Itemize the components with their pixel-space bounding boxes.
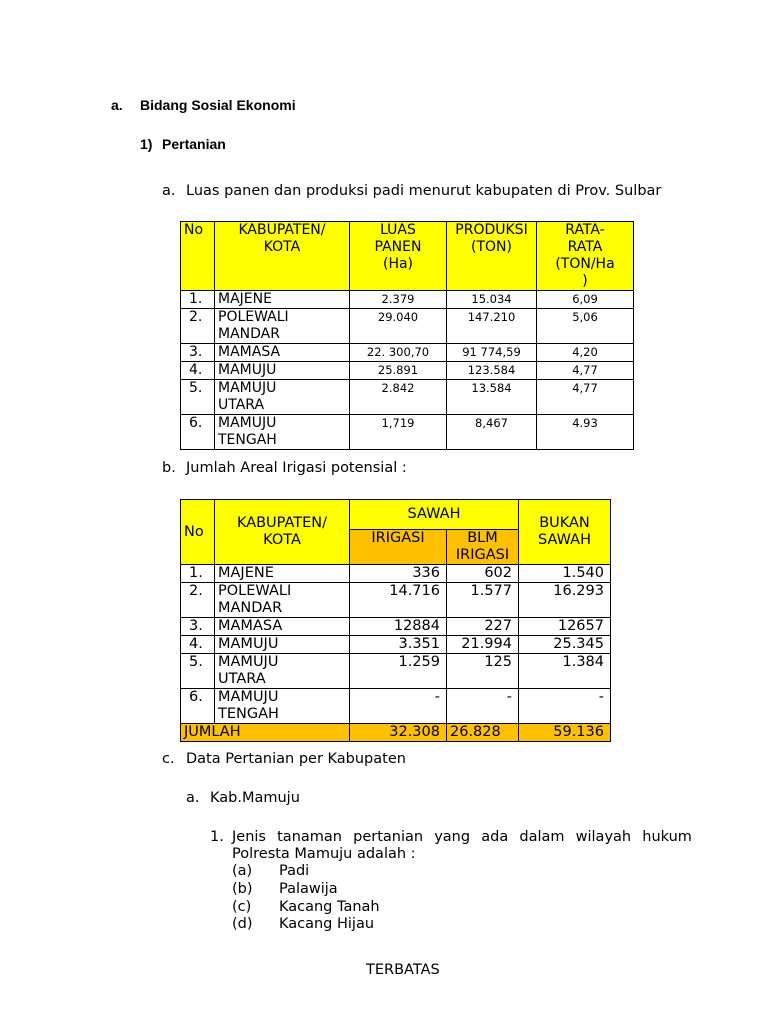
row-blm-irigasi: 227 <box>447 618 519 636</box>
row-luas: 25.891 <box>350 362 447 380</box>
row-kabupaten <box>215 380 350 415</box>
total-blm-irigasi: 26.828 <box>447 724 519 742</box>
row-kabupaten <box>215 636 350 654</box>
row-no: 2. <box>181 583 215 618</box>
header-no: No <box>181 500 215 565</box>
kabupaten-line: MAJENE <box>218 565 274 581</box>
irrigation-table <box>180 499 611 742</box>
list-label: (a) <box>232 863 253 879</box>
row-no: 1. <box>181 291 215 309</box>
row-rata: 4,77 <box>537 362 634 380</box>
header-kabupaten-line: KOTA <box>263 239 301 255</box>
list-item: Palawija <box>279 881 338 897</box>
kabupaten-line: MAMUJU <box>218 362 277 378</box>
header-rata-line: RATA- <box>565 222 605 238</box>
kabupaten-line: UTARA <box>218 397 265 413</box>
row-luas: 22. 300,70 <box>350 344 447 362</box>
footer-classification: TERBATAS <box>366 962 440 978</box>
header-luas-line: PANEN <box>374 239 422 255</box>
table-row <box>181 415 634 450</box>
list-label: (d) <box>232 916 253 932</box>
kabupaten-line: MAMUJU <box>218 415 277 431</box>
row-bukan-sawah: 12657 <box>519 618 611 636</box>
header-no: No <box>181 222 215 291</box>
row-kabupaten <box>215 309 350 344</box>
row-no: 5. <box>181 380 215 415</box>
item-1-word: ada <box>481 829 509 845</box>
item-1-word: tanaman <box>277 829 342 845</box>
table-row <box>181 636 611 654</box>
total-irigasi: 32.308 <box>350 724 447 742</box>
row-no: 1. <box>181 565 215 583</box>
row-rata: 4.93 <box>537 415 634 450</box>
row-kabupaten <box>215 344 350 362</box>
row-kabupaten <box>215 618 350 636</box>
kabupaten-line: POLEWALI <box>218 583 292 599</box>
table-row <box>181 309 634 344</box>
kabupaten-line: MAMASA <box>218 618 283 634</box>
header-bukan-line: BUKAN <box>539 515 590 531</box>
section-c-text: Data Pertanian per Kabupaten <box>186 751 406 767</box>
row-kabupaten <box>215 362 350 380</box>
kabupaten-line: TENGAH <box>218 706 279 722</box>
header-bukan-line: SAWAH <box>538 532 591 548</box>
row-irigasi: - <box>350 689 447 724</box>
header-produksi-line: PRODUKSI <box>455 222 528 238</box>
row-blm-irigasi: 21.994 <box>447 636 519 654</box>
row-no: 6. <box>181 689 215 724</box>
row-luas: 2.379 <box>350 291 447 309</box>
header-blm-line: BLM <box>467 530 498 546</box>
kabupaten-line: MANDAR <box>218 326 280 342</box>
item-1-line1 <box>232 829 692 845</box>
row-no: 6. <box>181 415 215 450</box>
row-kabupaten <box>215 689 350 724</box>
header-kabupaten <box>215 222 350 291</box>
table-row <box>181 654 611 689</box>
row-luas: 2.842 <box>350 380 447 415</box>
row-no: 3. <box>181 344 215 362</box>
row-bukan-sawah: 1.540 <box>519 565 611 583</box>
header-sawah: SAWAH <box>350 500 519 530</box>
total-row <box>181 724 611 742</box>
header-bukan-sawah <box>519 500 611 565</box>
table-row <box>181 565 611 583</box>
production-table <box>180 221 634 450</box>
header-produksi-line: (TON) <box>471 239 512 255</box>
row-produksi: 91 774,59 <box>447 344 537 362</box>
header-irigasi: IRIGASI <box>350 530 447 565</box>
list-label: (b) <box>232 881 253 897</box>
kabupaten-line: MAMASA <box>218 344 281 360</box>
total-label: JUMLAH <box>181 724 350 742</box>
header-rata-line: (TON/Ha <box>555 256 615 272</box>
row-blm-irigasi: 1.577 <box>447 583 519 618</box>
row-kabupaten <box>215 565 350 583</box>
row-produksi: 15.034 <box>447 291 537 309</box>
header-kabupaten-line: KOTA <box>263 532 301 548</box>
list-item: Kacang Hijau <box>279 916 375 932</box>
row-no: 5. <box>181 654 215 689</box>
header-kabupaten-line: KABUPATEN/ <box>236 515 328 531</box>
row-luas: 29.040 <box>350 309 447 344</box>
header-rata-line: ) <box>582 273 588 289</box>
row-irigasi: 336 <box>350 565 447 583</box>
item-1-word: pertanian <box>353 829 424 845</box>
row-irigasi: 12884 <box>350 618 447 636</box>
kabupaten-line: MAMUJU <box>218 636 279 652</box>
heading-1-marker: 1) <box>140 136 153 152</box>
heading-1-title: Pertanian <box>162 136 226 152</box>
table-row <box>181 291 634 309</box>
section-c-marker: c. <box>162 751 175 767</box>
row-produksi: 8,467 <box>447 415 537 450</box>
header-luas-panen <box>350 222 447 291</box>
list-item: Padi <box>279 863 310 879</box>
kabupaten-line: MAMUJU <box>218 689 279 705</box>
item-1-word: wilayah <box>575 829 632 845</box>
irrigation-table-header-top <box>181 500 611 530</box>
sub-a-marker: a. <box>186 790 200 806</box>
section-a-marker: a. <box>162 183 176 199</box>
row-rata: 4,77 <box>537 380 634 415</box>
row-produksi: 13.584 <box>447 380 537 415</box>
row-rata: 4,20 <box>537 344 634 362</box>
table-row <box>181 689 611 724</box>
row-bukan-sawah: 16.293 <box>519 583 611 618</box>
row-produksi: 147.210 <box>447 309 537 344</box>
row-blm-irigasi: 602 <box>447 565 519 583</box>
kabupaten-line: TENGAH <box>218 432 277 448</box>
header-produksi <box>447 222 537 291</box>
item-1-marker: 1. <box>210 829 224 845</box>
kabupaten-line: UTARA <box>218 671 266 687</box>
row-bukan-sawah: 25.345 <box>519 636 611 654</box>
row-no: 4. <box>181 636 215 654</box>
row-produksi: 123.584 <box>447 362 537 380</box>
header-blm-line: IRIGASI <box>455 547 510 563</box>
header-kabupaten-line: KABUPATEN/ <box>238 222 326 238</box>
total-bukan-sawah: 59.136 <box>519 724 611 742</box>
row-no: 3. <box>181 618 215 636</box>
item-1-word: hukum <box>642 829 692 845</box>
header-kabupaten <box>215 500 350 565</box>
item-1-line2: Polresta Mamuju adalah : <box>232 846 416 862</box>
kabupaten-line: MAMUJU <box>218 380 277 396</box>
row-irigasi: 1.259 <box>350 654 447 689</box>
item-1-word: yang <box>434 829 471 845</box>
header-luas-line: LUAS <box>380 222 416 238</box>
row-kabupaten <box>215 654 350 689</box>
section-b-text: Jumlah Areal Irigasi potensial : <box>186 460 407 476</box>
heading-a-marker: a. <box>111 97 123 113</box>
table-row <box>181 362 634 380</box>
row-no: 2. <box>181 309 215 344</box>
kabupaten-line: POLEWALI <box>218 309 289 325</box>
header-luas-line: (Ha) <box>382 256 414 272</box>
header-rata-line: RATA <box>567 239 603 255</box>
list-label: (c) <box>232 899 252 915</box>
row-no: 4. <box>181 362 215 380</box>
row-irigasi: 14.716 <box>350 583 447 618</box>
row-bukan-sawah: - <box>519 689 611 724</box>
item-1-word: dalam <box>519 829 565 845</box>
list-item: Kacang Tanah <box>279 899 380 915</box>
table-row <box>181 344 634 362</box>
table-row <box>181 583 611 618</box>
row-kabupaten <box>215 583 350 618</box>
row-luas: 1,719 <box>350 415 447 450</box>
row-blm-irigasi: 125 <box>447 654 519 689</box>
table-row <box>181 618 611 636</box>
kabupaten-line: MANDAR <box>218 600 283 616</box>
section-b-marker: b. <box>162 460 176 476</box>
sub-a-text: Kab.Mamuju <box>210 790 300 806</box>
kabupaten-line: MAMUJU <box>218 654 279 670</box>
kabupaten-line: MAJENE <box>218 291 272 307</box>
row-irigasi: 3.351 <box>350 636 447 654</box>
row-bukan-sawah: 1.384 <box>519 654 611 689</box>
section-a-text: Luas panen dan produksi padi menurut kabupaten di Prov. Sulbar <box>186 183 662 199</box>
row-kabupaten <box>215 415 350 450</box>
production-table-header <box>181 222 634 291</box>
row-blm-irigasi: - <box>447 689 519 724</box>
heading-a-title: Bidang Sosial Ekonomi <box>140 97 296 113</box>
header-rata-rata <box>537 222 634 291</box>
item-1-word: Jenis <box>232 829 266 845</box>
row-rata: 5,06 <box>537 309 634 344</box>
table-row <box>181 380 634 415</box>
header-blm-irigasi <box>447 530 519 565</box>
row-rata: 6,09 <box>537 291 634 309</box>
row-kabupaten <box>215 291 350 309</box>
